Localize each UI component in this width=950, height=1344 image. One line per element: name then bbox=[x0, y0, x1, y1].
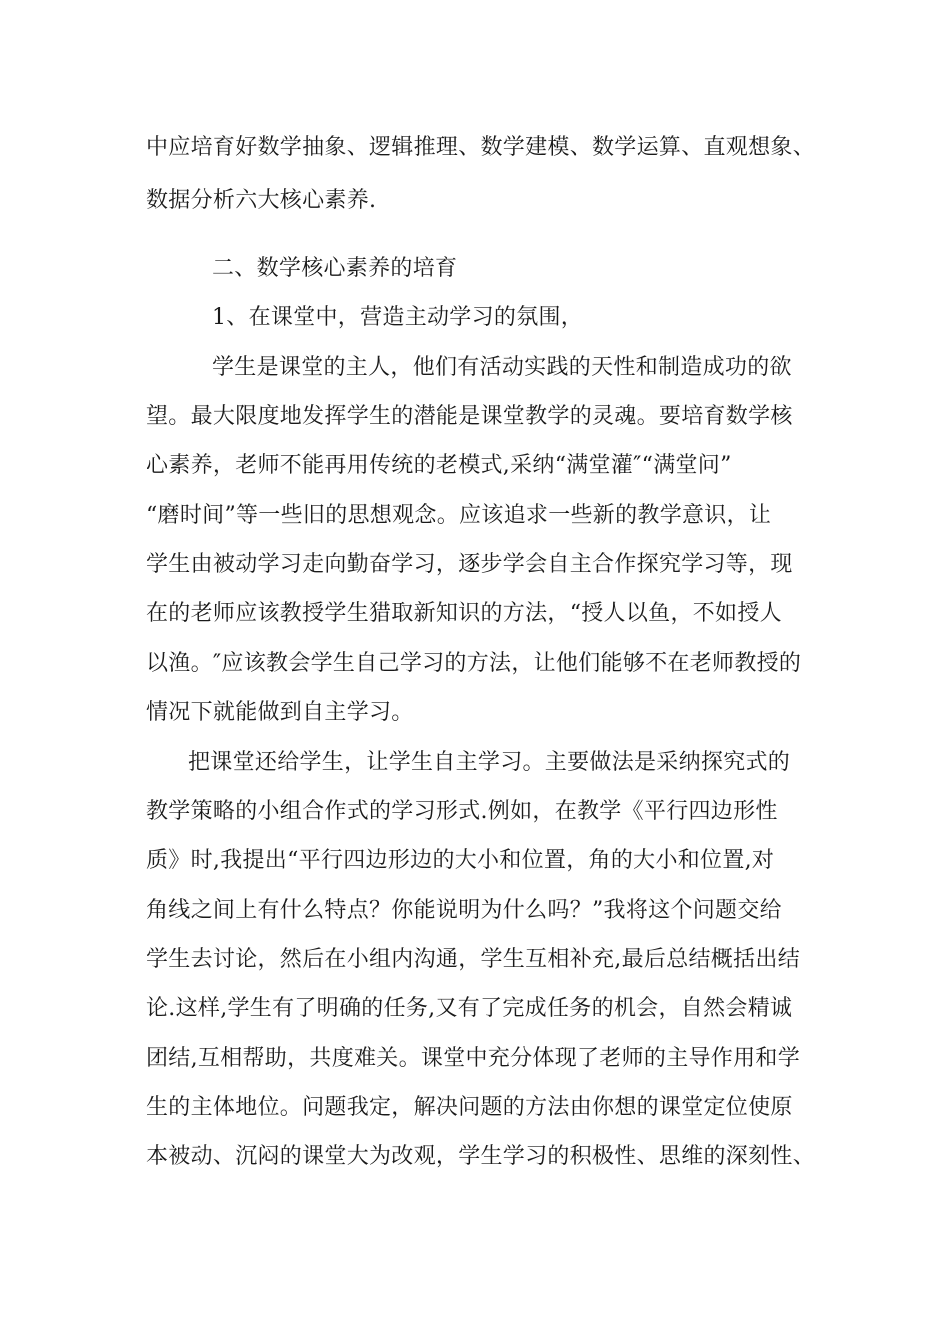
paragraph-line: 角线之间上有什么特点？你能说明为什么吗？”我将这个问题交给 bbox=[146, 898, 782, 923]
paragraph-line: 团结,互相帮助，共度难关。课堂中充分体现了老师的主导作用和学 bbox=[146, 1046, 800, 1071]
paragraph-line: 把课堂还给学生，让学生自主学习。主要做法是采纳探究式的 bbox=[188, 750, 791, 775]
text-line: 数据分析六大核心素养. bbox=[146, 188, 377, 213]
paragraph-line: 在的老师应该教授学生猎取新知识的方法，“授人以鱼，不如授人 bbox=[146, 601, 782, 626]
paragraph-line: 质》时,我提出“平行四边形边的大小和位置，角的大小和位置,对 bbox=[146, 848, 775, 873]
paragraph-line: 情况下就能做到自主学习。 bbox=[146, 700, 414, 725]
paragraph-line: 望。最大限度地发挥学生的潜能是课堂教学的灵魂。要培育数学核 bbox=[146, 404, 793, 429]
subsection-heading: 1、在课堂中，营造主动学习的氛围， bbox=[212, 305, 584, 330]
text-line: 中应培育好数学抽象、逻辑推理、数学建模、数学运算、直观想象、 bbox=[146, 135, 816, 160]
paragraph-line: 生的主体地位。问题我定，解决问题的方法由你想的课堂定位使原 bbox=[146, 1095, 793, 1120]
paragraph-line: 本被动、沉闷的课堂大为改观，学生学习的积极性、思维的深刻性、 bbox=[146, 1144, 816, 1169]
paragraph-line: 论.这样,学生有了明确的任务,又有了完成任务的机会，自然会精诚 bbox=[146, 996, 793, 1021]
paragraph-line: 以渔。″应该教会学生自己学习的方法，让他们能够不在老师教授的 bbox=[146, 651, 802, 676]
paragraph-line: “磨时间”等一些旧的思想观念。应该追求一些新的教学意识，让 bbox=[146, 503, 772, 528]
paragraph-line: 学生是课堂的主人，他们有活动实践的天性和制造成功的欲 bbox=[212, 355, 792, 380]
paragraph-line: 教学策略的小组合作式的学习形式.例如，在教学《平行四边形性 bbox=[146, 799, 778, 824]
paragraph-line: 心素养，老师不能再用传统的老模式,采纳“满堂灌″“满堂问” bbox=[146, 453, 732, 478]
paragraph-line: 学生去讨论，然后在小组内沟通，学生互相补充,最后总结概括出结 bbox=[146, 947, 800, 972]
paragraph-line: 学生由被动学习走向勤奋学习，逐步学会自主合作探究学习等，现 bbox=[146, 552, 793, 577]
section-heading: 二、数学核心素养的培育 bbox=[212, 256, 458, 281]
